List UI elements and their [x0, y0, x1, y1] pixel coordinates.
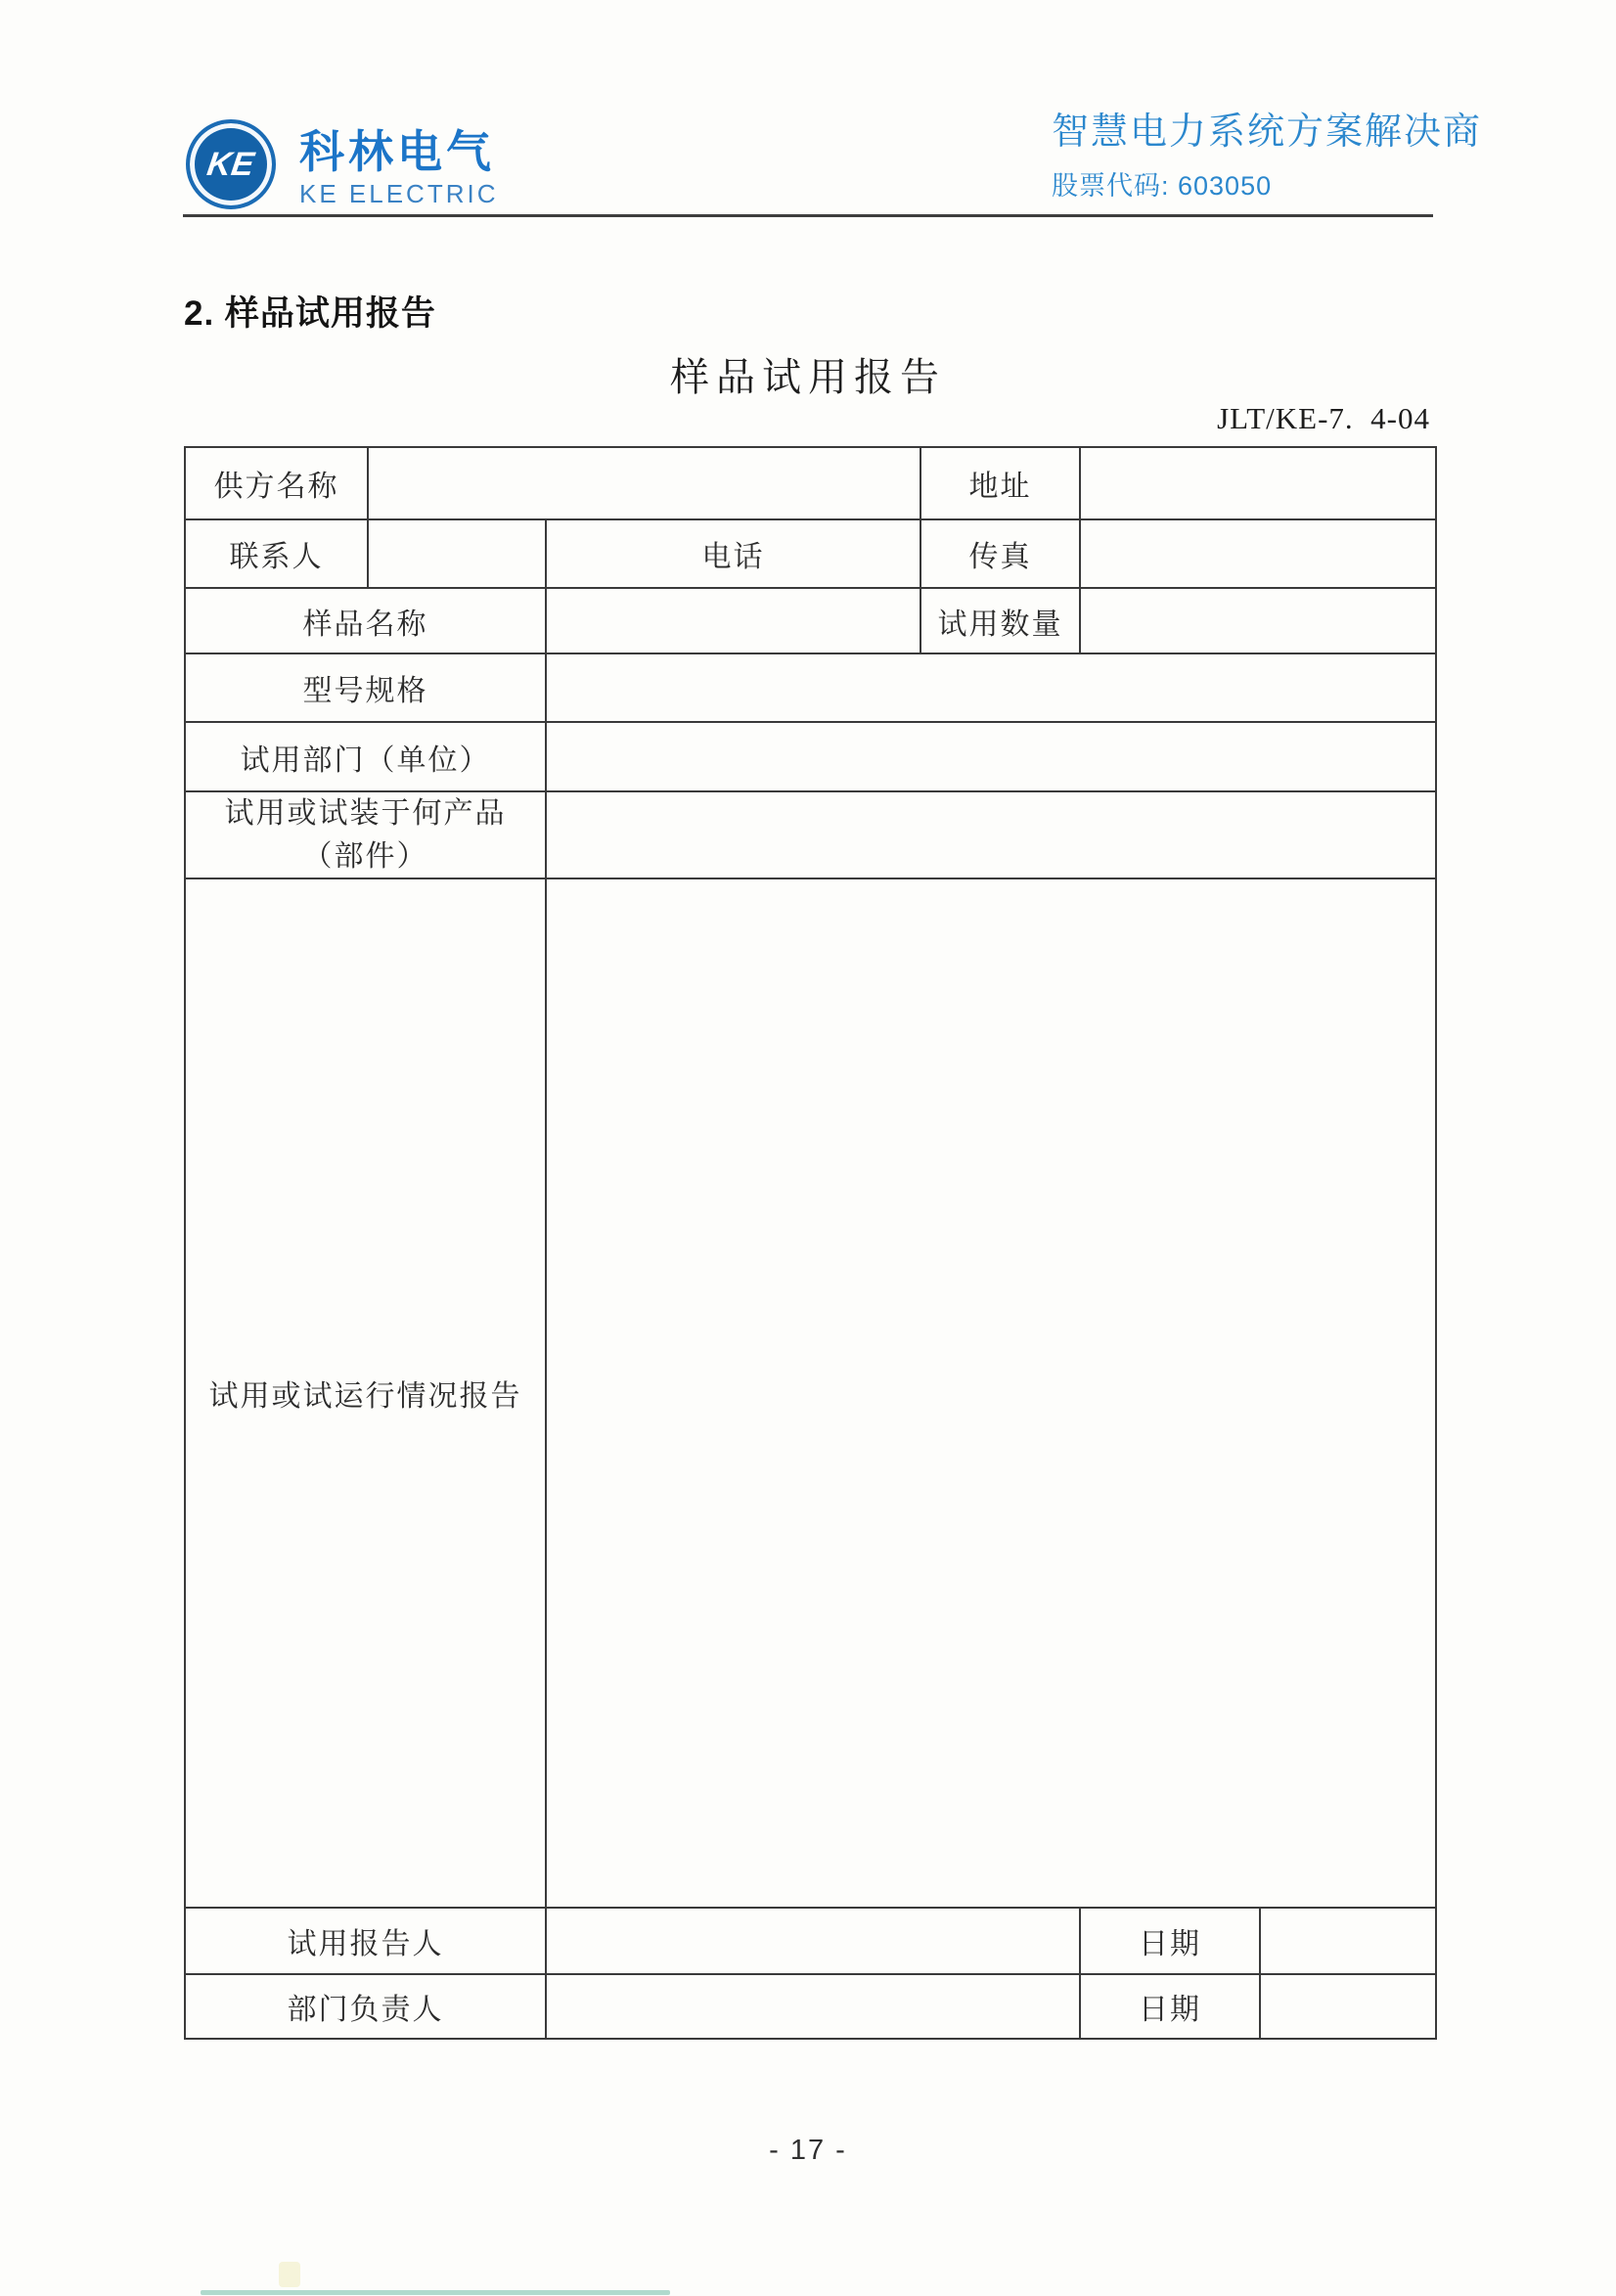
dept-head-signature-cell	[546, 1974, 1080, 2039]
sample-name-value-cell	[546, 588, 920, 653]
trial-department-value-cell	[546, 722, 1436, 791]
table-row	[185, 653, 1436, 722]
trial-quantity-label: 试用数量	[920, 588, 1080, 653]
table-row	[185, 519, 1436, 588]
used-on-product-label	[185, 791, 546, 878]
trial-department-label: 试用部门（单位）	[185, 722, 546, 791]
reporter-date-value-cell	[1260, 1908, 1436, 1974]
address-value-cell	[1080, 447, 1436, 519]
sample-trial-report-table	[184, 446, 1437, 2040]
form-title: 样品试用报告	[670, 355, 946, 399]
fax-value-cell	[1080, 519, 1436, 588]
model-spec-label: 型号规格	[185, 653, 546, 722]
stock-code: 股票代码: 603050	[1052, 170, 1273, 201]
section-heading: 2. 样品试用报告	[184, 294, 436, 333]
trial-report-value-cell	[546, 878, 1436, 1908]
table-row	[185, 791, 1436, 878]
dept-head-date-value-cell	[1260, 1974, 1436, 2039]
brand-block	[299, 126, 499, 208]
header-right-block	[1052, 112, 1482, 203]
scan-strip-artifact	[201, 2290, 670, 2295]
page-number: - 17 -	[769, 2135, 847, 2166]
reporter-signature-cell	[546, 1908, 1080, 1974]
reporter-label: 试用报告人	[185, 1908, 546, 1974]
table-row	[185, 1908, 1436, 1974]
table-row	[185, 722, 1436, 791]
dept-head-label: 部门负责人	[185, 1974, 546, 2039]
document-number: JLT/KE-7. 4-04	[1217, 401, 1430, 435]
contact-person-value-cell	[368, 519, 546, 588]
supplier-name-label: 供方名称	[185, 447, 368, 519]
used-on-product-value-cell	[546, 791, 1436, 878]
company-logo	[186, 119, 499, 209]
scan-smudge-artifact	[279, 2262, 300, 2287]
ke-logo-monogram: KE	[204, 145, 257, 183]
company-tagline: 智慧电力系统方案解决商	[1052, 112, 1483, 153]
table-row	[185, 1974, 1436, 2039]
brand-name-en: KE ELECTRIC	[299, 179, 499, 208]
fax-label: 传真	[920, 519, 1080, 588]
table-row	[185, 878, 1436, 1908]
address-label: 地址	[920, 447, 1080, 519]
header-divider	[183, 214, 1433, 217]
sample-name-label: 样品名称	[185, 588, 546, 653]
used-on-product-label-line1: 试用或试装于何产品	[224, 797, 507, 830]
contact-person-label: 联系人	[185, 519, 368, 588]
ke-logo-icon	[186, 119, 276, 209]
supplier-name-value-cell	[368, 447, 920, 519]
used-on-product-label-line2: （部件）	[302, 839, 428, 873]
table-row	[185, 447, 1436, 519]
phone-label: 电话	[546, 519, 920, 588]
dept-head-date-label: 日期	[1080, 1974, 1260, 2039]
model-spec-value-cell	[546, 653, 1436, 722]
trial-quantity-value-cell	[1080, 588, 1436, 653]
reporter-date-label: 日期	[1080, 1908, 1260, 1974]
trial-report-label: 试用或试运行情况报告	[185, 878, 546, 1908]
brand-name-cn: 科林电气	[299, 126, 495, 177]
table-row	[185, 588, 1436, 653]
